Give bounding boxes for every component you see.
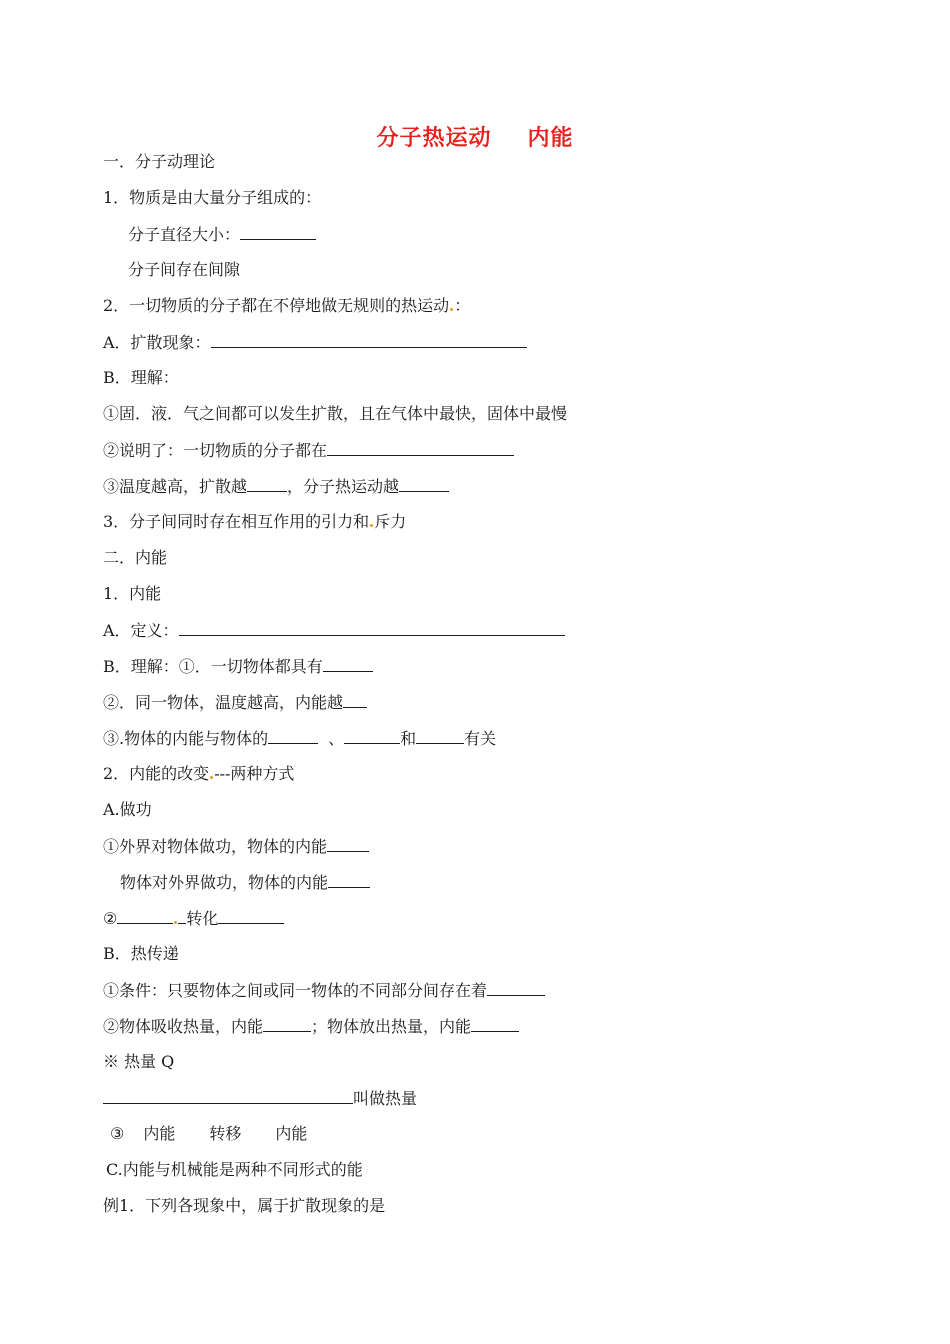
item-1-1: 1．物质是由大量分子组成的：: [103, 188, 322, 207]
blank-heat-quantity[interactable]: [103, 1087, 353, 1104]
item-doing-work: A.做功: [103, 800, 152, 819]
mark-dot: [370, 524, 373, 527]
item-understanding-3: ③温度越高，扩散越 ，分子热运动越: [103, 475, 449, 498]
item-internal-vs-mechanical: C.内能与机械能是两种不同形式的能: [106, 1160, 363, 1179]
blank-diffusion[interactable]: [211, 331, 527, 348]
blank-internal-energy-more[interactable]: [343, 691, 367, 708]
section-heading-1: 一．分子动理论: [103, 152, 216, 171]
section-heading-2: 二．内能: [103, 548, 168, 567]
mark-dot: [450, 308, 453, 311]
item-heat-condition: ①条件：只要物体之间或同一物体的不同部分间存在着: [103, 979, 545, 1002]
item-heat-quantity-definition: 叫做热量: [103, 1087, 417, 1110]
blank-absorb[interactable]: [263, 1015, 311, 1032]
blank-object-does-work[interactable]: [328, 871, 370, 888]
item-molecule-gap: 分子间存在间隙: [128, 260, 241, 279]
item-understanding: B．理解：: [103, 368, 179, 387]
item-heat-transfer: B．热传递: [103, 944, 179, 963]
item-molecule-diameter: 分子直径大小：: [128, 223, 316, 246]
example-1: 例1．下列各现象中，属于扩散现象的是: [103, 1196, 386, 1215]
blank-diameter[interactable]: [240, 223, 316, 240]
blank-factor-3[interactable]: [416, 727, 464, 744]
blank-conversion-from[interactable]: [117, 907, 173, 924]
item-diffusion: A．扩散现象：: [103, 331, 527, 354]
blank-condition[interactable]: [487, 979, 545, 996]
blank-factor-1[interactable]: [268, 727, 318, 744]
item-definition: A．定义：: [103, 619, 565, 642]
item-heat-quantity-note: ※ 热量 Q: [103, 1052, 175, 1071]
item-2-2: 2．内能的改变 ---两种方式: [103, 764, 295, 783]
item-conversion: ② 转化: [103, 907, 284, 930]
item-understanding-2: ②说明了：一切物质的分子都在: [103, 439, 514, 462]
title-part-1: 分子热运动: [376, 126, 492, 151]
item-work-on-object: ①外界对物体做功，物体的内能: [103, 835, 369, 858]
item-1-3: 3．分子间同时存在相互作用的引力和 斥力: [103, 512, 407, 531]
item-2-understanding-2: ②．同一物体，温度越高，内能越: [103, 691, 367, 714]
item-1-2: 2．一切物质的分子都在不停地做无规则的热运动 ：: [103, 296, 471, 315]
item-energy-transfer: ③ 内能 转移 内能: [110, 1124, 308, 1143]
item-2-1: 1．内能: [103, 584, 162, 603]
item-understanding-1: ①固．液．气之间都可以发生扩散，且在气体中最快，固体中最慢: [103, 404, 568, 423]
blank-definition[interactable]: [179, 619, 565, 636]
page-title: [0, 121, 950, 152]
blank-release[interactable]: [471, 1015, 519, 1032]
blank-thermal-motion[interactable]: [399, 475, 449, 492]
item-heat-absorb-release: ②物体吸收热量，内能 ；物体放出热量，内能: [103, 1015, 519, 1038]
mark-dot: [210, 776, 213, 779]
item-object-does-work: 物体对外界做功，物体的内能: [120, 871, 370, 894]
blank-factor-2[interactable]: [344, 727, 400, 744]
item-2-understanding-1: B．理解：①．一切物体都具有: [103, 655, 373, 678]
blank-diffusion-speed[interactable]: [247, 475, 287, 492]
blank-work-on-object[interactable]: [327, 835, 369, 852]
blank-conversion-gap: [178, 907, 186, 924]
blank-explains[interactable]: [327, 439, 514, 456]
blank-conversion-to[interactable]: [218, 907, 284, 924]
blank-every-object-has[interactable]: [323, 655, 373, 672]
item-2-understanding-3: ③.物体的内能与物体的 、 和 有关: [103, 729, 497, 748]
title-part-2: 内能: [527, 126, 574, 151]
mark-dot: [174, 921, 177, 924]
